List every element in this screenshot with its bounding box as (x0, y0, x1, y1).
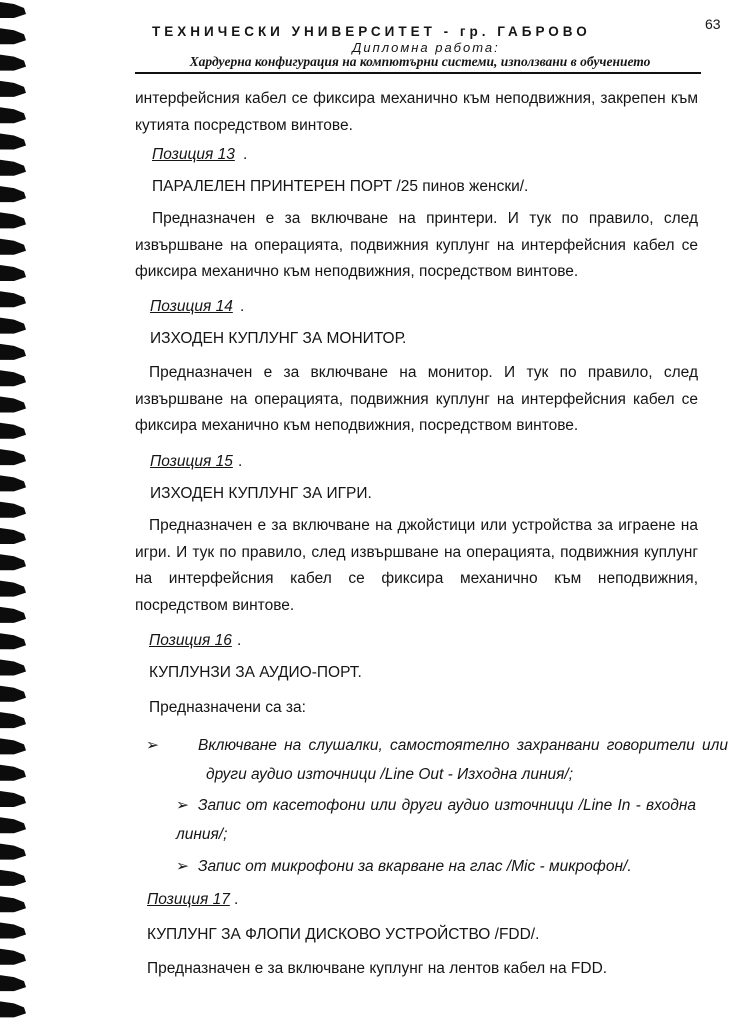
binding-ring (0, 949, 26, 965)
section-text-17: Предназначен е за включване куплунг на лентов кабел на FDD. (147, 960, 608, 977)
binding-ring (0, 212, 26, 228)
binding-ring (0, 791, 26, 807)
binding-ring (0, 554, 26, 570)
binding-ring (0, 502, 26, 518)
section-heading-16: КУПЛУНЗИ ЗА АУДИО-ПОРТ. (149, 664, 362, 681)
section-heading-14: ИЗХОДЕН КУПЛУНГ ЗА МОНИТОР. (150, 330, 407, 347)
binding-ring (0, 633, 26, 649)
bullet-text-3: Запис от микрофони за вкарване на глас /Mic - микрофон/. (198, 858, 632, 875)
position-period: . (237, 632, 242, 649)
binding-ring (0, 291, 26, 307)
binding-ring (0, 186, 26, 202)
spiral-binding (0, 0, 34, 1024)
binding-ring (0, 1001, 26, 1017)
binding-ring (0, 686, 26, 702)
binding-ring (0, 449, 26, 465)
position-label-13: Позиция 13 (152, 146, 235, 163)
position-period: . (240, 298, 245, 315)
binding-ring (0, 528, 26, 544)
section-heading-13: ПАРАЛЕЛЕН ПРИНТЕРЕН ПОРТ /25 пинов женски/. (152, 178, 529, 195)
position-period: . (234, 891, 239, 908)
section-text-16: Предназначени са за: (149, 699, 306, 716)
header-university: ТЕХНИЧЕСКИ УНИВЕРСИТЕТ - гр. ГАБРОВО (152, 24, 591, 39)
binding-ring (0, 581, 26, 597)
header-divider (135, 72, 701, 74)
binding-ring (0, 239, 26, 255)
position-period: . (238, 453, 243, 470)
section-text-15: Предназначен е за включване на джойстици или устройства за играене на игри. И тук по правило, след извършване на операцията, подвижния куплунг на интерфейсния кабел се фиксира механично към неподвижния, посредством винтове. (135, 517, 698, 614)
position-label-14: Позиция 14 (150, 298, 233, 315)
binding-ring (0, 844, 26, 860)
binding-ring (0, 265, 26, 281)
binding-ring (0, 923, 26, 939)
binding-ring (0, 107, 26, 123)
binding-ring (0, 81, 26, 97)
section-text-14: Предназначен е за включване на монитор. И тук по правило, след извършване на операцията, подвижния куплунг на интерфейсния кабел се фиксира механично към неподвижния, посредством винтове. (135, 364, 698, 434)
binding-ring (0, 738, 26, 754)
bullet-arrow-icon: ➢ (176, 858, 189, 875)
binding-ring (0, 397, 26, 413)
intro-paragraph: интерфейсния кабел се фиксира механично към неподвижния, закрепен към кутията посредством винтове. (135, 90, 698, 134)
header-work-type: Дипломна работа: (352, 40, 500, 55)
bullet-text-1: Включване на слушалки, самостоятелно захранвани говорители или други аудио източници /Line Out - Изходна линия/; (198, 737, 728, 783)
binding-ring (0, 344, 26, 360)
page-number: 63 (705, 16, 721, 32)
binding-ring (0, 870, 26, 886)
bullet-item-2 (176, 791, 696, 849)
position-label-17: Позиция 17 (147, 891, 230, 908)
binding-ring (0, 607, 26, 623)
binding-ring (0, 475, 26, 491)
binding-ring (0, 712, 26, 728)
binding-ring (0, 765, 26, 781)
position-label-16: Позиция 16 (149, 632, 232, 649)
section-text-13: Предназначен е за включване на принтери. И тук по правило, след извършване на операцията, подвижния куплунг на интерфейсния кабел се фиксира механично към неподвижния, посредством винтове. (135, 210, 698, 280)
binding-ring (0, 423, 26, 439)
position-label-15: Позиция 15 (150, 453, 233, 470)
binding-ring (0, 134, 26, 150)
binding-ring (0, 975, 26, 991)
binding-ring (0, 55, 26, 71)
binding-ring (0, 660, 26, 676)
bullet-arrow-icon: ➢ (146, 737, 159, 754)
position-period: . (243, 146, 248, 163)
bullet-text-2: Запис от касетофони или други аудио източници /Line In - входна линия/; (176, 797, 696, 843)
bullet-item-1 (146, 731, 728, 789)
binding-ring (0, 817, 26, 833)
section-heading-17: КУПЛУНГ ЗА ФЛОПИ ДИСКОВО УСТРОЙСТВО /FDD/. (147, 926, 540, 943)
bullet-item-3 (176, 852, 698, 881)
binding-ring (0, 160, 26, 176)
section-heading-15: ИЗХОДЕН КУПЛУНГ ЗА ИГРИ. (150, 485, 372, 502)
bullet-arrow-icon: ➢ (176, 797, 189, 814)
binding-ring (0, 370, 26, 386)
binding-ring (0, 2, 26, 18)
binding-ring (0, 318, 26, 334)
header-thesis-title: Хардуерна конфигурация на компютърни системи, използвани в обучението (189, 54, 651, 69)
binding-ring (0, 896, 26, 912)
